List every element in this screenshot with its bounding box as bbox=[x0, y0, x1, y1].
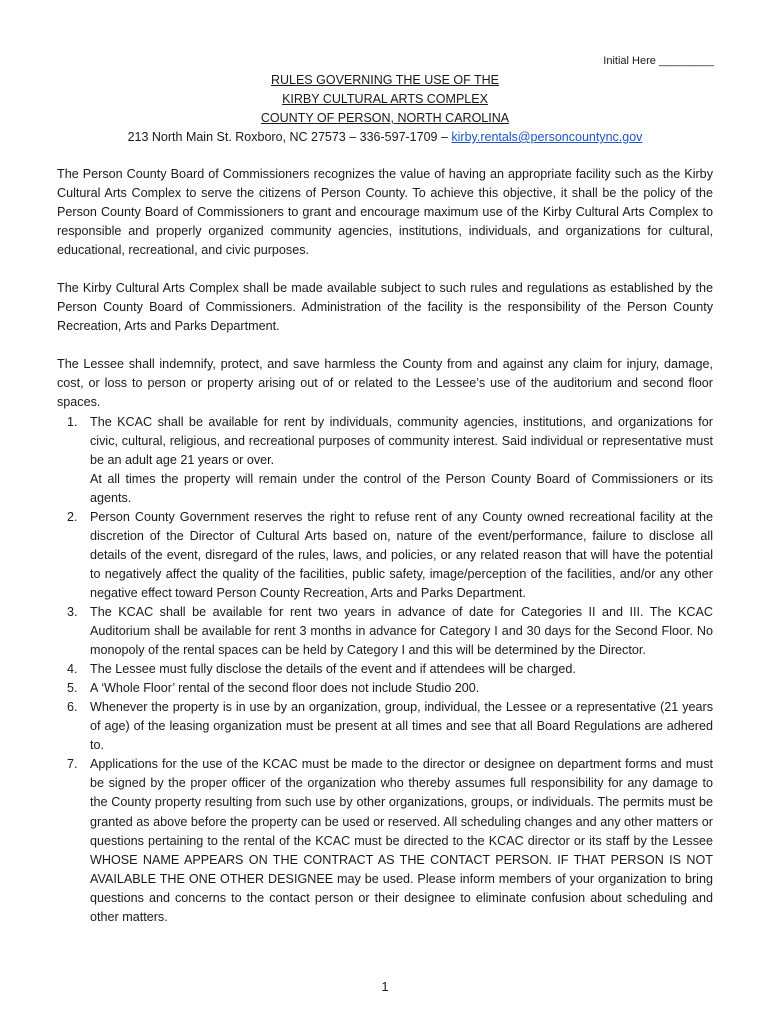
indemnity-paragraph: The Lessee shall indemnify, protect, and save harmless the County from and against any claim for injury, damage, cost, or loss to person or property arising out of or related to the Lessee’s use of the auditorium and second floor spaces. bbox=[57, 357, 713, 410]
rule-number: 6. bbox=[67, 700, 78, 715]
rule-text: Applications for the use of the KCAC must be made to the director or designee on department forms and must be signed by the proper officer of the organization who thereby assumes full responsibility for any damage to the County property resulting from such use by other organizations, groups, or individuals. The permits must be granted as above before the property can be used or reserved. All scheduling changes and any other matters or questions pertaining to the rental of the KCAC must be directed to the KCAC director or its staff by the Lessee WHOSE NAME APPEARS ON THE CONTRACT AS THE CONTACT PERSON. IF THAT PERSON IS NOT AVAILABLE THE ONE OTHER DESIGNEE may be used. Please inform members of your organization to bring questions and concerns to the contact person or their designee to eliminate confusion about scheduling and other matters. bbox=[90, 757, 713, 924]
rule-text: The Lessee must fully disclose the details of the event and if attendees will be charged. bbox=[90, 662, 576, 677]
rule-number: 4. bbox=[67, 662, 78, 677]
header-title-line-3: COUNTY OF PERSON, NORTH CAROLINA bbox=[260, 111, 510, 125]
intro-paragraph: The Person County Board of Commissioners recognizes the value of having an appropriate facility such as the Kirby Cultural Arts Complex to serve the citizens of Person County. To achieve this objective, it shall be the policy of the Person County Board of Commissioners to grant and encourage maximum use of the Kirby Cultural Arts Complex to responsible and properly organized community agencies, institutions, individuals, and organizations for cultural, educational, recreational, and civic purposes. bbox=[57, 167, 713, 258]
header-title-line-2: KIRBY CULTURAL ARTS COMPLEX bbox=[282, 92, 488, 106]
rule-number: 2. bbox=[67, 509, 78, 524]
availability-paragraph: The Kirby Cultural Arts Complex shall be made available subject to such rules and regulations as established by the Person County Board of Commissioners. Administration of the facility is the responsibility of the Person County Recreation, Arts and Parks Department. bbox=[57, 281, 713, 334]
rule-number: 7. bbox=[67, 757, 78, 772]
rules-list bbox=[57, 413, 713, 927]
document-body bbox=[57, 165, 713, 927]
rule-item bbox=[57, 413, 713, 508]
address-text: 213 North Main St. Roxboro, NC 27573 – 336-597-1709 – bbox=[127, 130, 452, 144]
email-link[interactable]: kirby.rentals@personcountync.gov bbox=[451, 130, 643, 144]
rule-item bbox=[57, 679, 713, 698]
rule-number: 3. bbox=[67, 604, 78, 619]
rule-text-extra: At all times the property will remain under the control of the Person County Board of Commissioners or its agents. bbox=[90, 471, 713, 505]
document-header bbox=[0, 71, 770, 147]
rule-item bbox=[57, 603, 713, 660]
page-number: 1 bbox=[381, 979, 389, 994]
rule-text: The KCAC shall be available for rent by individuals, community agencies, institutions, and organizations for civic, cultural, religious, and recreational purposes of community interest. Said individual or representative must be an adult age 21 years or over. bbox=[90, 414, 713, 467]
rule-item bbox=[57, 698, 713, 755]
rule-text: The KCAC shall be available for rent two years in advance of date for Categories II and III. The KCAC Auditorium shall be available for rent 3 months in advance for Category I and 30 days for the Second Floor. No monopoly of the rental spaces can be held by Category I and this will be determined by the Director. bbox=[90, 604, 713, 658]
rule-item bbox=[57, 755, 713, 926]
rule-number: 1. bbox=[67, 414, 78, 429]
initial-here-line: Initial Here _________ bbox=[603, 55, 714, 67]
header-title-line-1: RULES GOVERNING THE USE OF THE bbox=[270, 73, 500, 87]
rule-text: Whenever the property is in use by an organization, group, individual, the Lessee or a representative (21 years of age) of the leasing organization must be present at all times and see that all Board Regulations are adhered to. bbox=[90, 700, 713, 753]
rule-number: 5. bbox=[67, 681, 78, 696]
rule-text: A ‘Whole Floor’ rental of the second floor does not include Studio 200. bbox=[90, 681, 480, 696]
rule-item bbox=[57, 660, 713, 679]
rule-text: Person County Government reserves the right to refuse rent of any County owned recreational facility at the discretion of the Director of Cultural Arts based on, nature of the event/performance, failure to disclose all details of the event, disregard of the rules, laws, and policies, or any related reason that will have the potential to negatively affect the quality of the facilities, public safety, image/perception of the facilities, and/or any other negative effect toward Person County Recreation, Arts and Parks Department. bbox=[90, 509, 713, 600]
header-address bbox=[0, 128, 770, 147]
rule-item bbox=[57, 508, 713, 603]
